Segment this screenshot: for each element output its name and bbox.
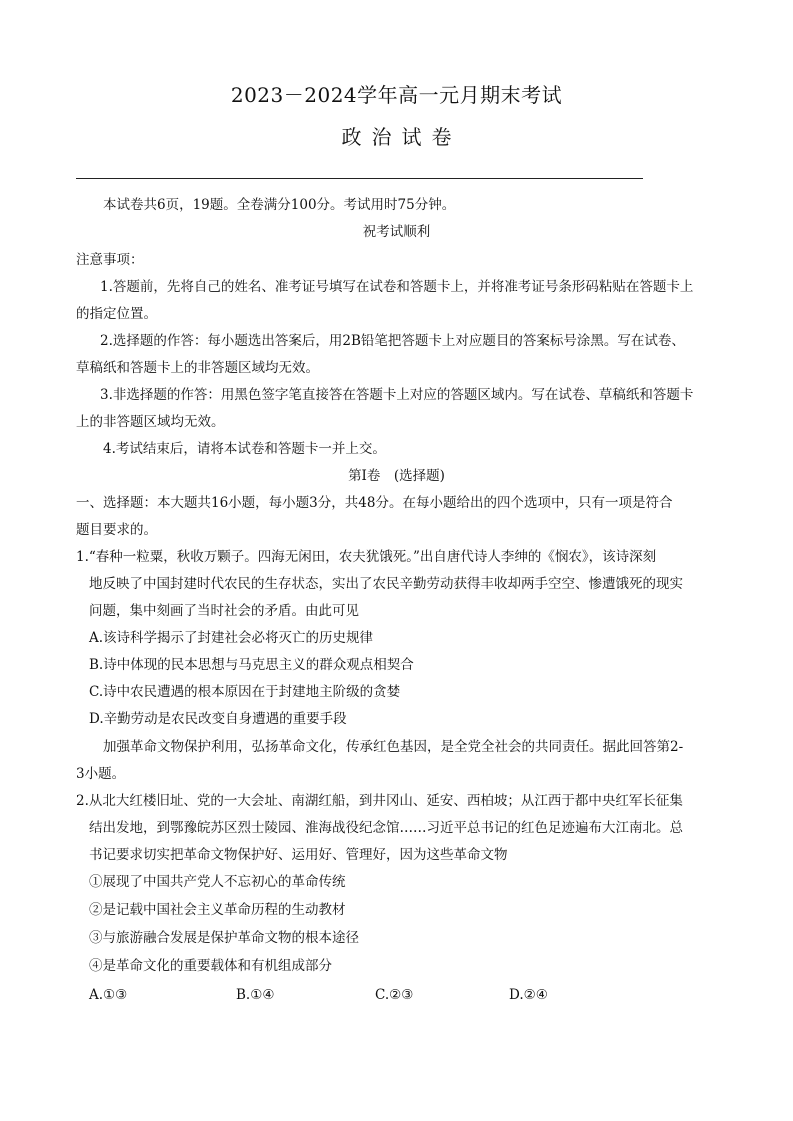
notice-line: 的指定位置。 — [76, 306, 157, 322]
exam-subject-title: 政治试卷 — [341, 125, 462, 149]
question-2-stem: 书记要求切实把革命文物保护好、运用好、管理好，因为这些革命文物 — [89, 847, 508, 863]
question-1-option-b: B.诗中体现的民本思想与马克思主义的群众观点相契合 — [89, 657, 414, 673]
notice-line: 4.考试结束后，请将本试卷和答题卡一并上交。 — [103, 441, 386, 457]
question-2-stem: 2.从北大红楼旧址、党的一大会址、南湖红船，到井冈山、延安、西柏坡；从江西于都中央红军长征集 — [76, 793, 683, 809]
notice-heading: 注意事项： — [76, 252, 144, 268]
notice-line: 草稿纸和答题卡上的非答题区域均无效。 — [76, 360, 319, 376]
question-2-option-d: D.②④ — [509, 987, 548, 1003]
notice-line: 1.答题前，先将自己的姓名、准考证号填写在试卷和答题卡上，并将准考证号条形码粘贴在答题卡上 — [100, 279, 694, 295]
question-2-option-b: B.①④ — [236, 987, 275, 1003]
question-1-option-d: D.辛勤劳动是农民改变自身遭遇的重要手段 — [89, 711, 347, 727]
question-1-option-c: C.诗中农民遭遇的根本原因在于封建地主阶级的贪婪 — [89, 684, 401, 700]
question-2-item: ③与旅游融合发展是保护革命文物的根本途径 — [89, 930, 359, 946]
question-2-option-a: A.①③ — [89, 987, 128, 1003]
exam-title: 2023－2024学年高一元月期末考试 — [230, 83, 563, 107]
section-title: 第Ⅰ卷 (选择题) — [348, 468, 445, 484]
question-1-stem: 1.“春种一粒粟，秋收万颗子。四海无闲田，农夫犹饿死。”出自唐代诗人李绅的《悯农》，该诗深刻 — [76, 549, 657, 565]
question-2-stem: 结出发地，到鄂豫皖苏区烈士陵园、淮海战役纪念馆……习近平总书记的红色足迹遍布大江南北。总 — [89, 820, 683, 836]
material-text: 3小题。 — [76, 766, 126, 782]
section-instructions: 题目要求的。 — [76, 522, 157, 538]
question-1-stem: 地反映了中国封建时代农民的生存状态，实出了农民辛勤劳动获得丰收却两手空空、惨遭饿死的现实 — [89, 576, 683, 592]
header-divider — [76, 178, 643, 179]
question-2-option-c: C.②③ — [375, 987, 414, 1003]
notice-line: 上的非答题区域均无效。 — [76, 414, 225, 430]
question-2-item: ②是记载中国社会主义革命历程的生动教材 — [89, 902, 346, 918]
material-text: 加强革命文物保护利用，弘扬革命文化，传承红色基因，是全党全社会的共同责任。据此回答第2- — [103, 739, 684, 755]
good-luck-text: 祝考试顺利 — [362, 224, 431, 240]
question-2-item: ④是革命文化的重要载体和有机组成部分 — [89, 958, 332, 974]
notice-line: 2.选择题的作答：每小题选出答案后，用2B铅笔把答题卡上对应题目的答案标号涂黑。写在试卷、 — [100, 333, 685, 349]
exam-summary: 本试卷共6页，19题。全卷满分100分。考试用时75分钟。 — [103, 197, 456, 213]
question-2-item: ①展现了中国共产党人不忘初心的革命传统 — [89, 874, 346, 890]
question-1-option-a: A.该诗科学揭示了封建社会必将灭亡的历史规律 — [89, 630, 374, 646]
question-1-stem: 问题，集中刻画了当时社会的矛盾。由此可见 — [89, 603, 359, 619]
section-instructions: 一、选择题：本大题共16小题，每小题3分，共48分。在每小题给出的四个选项中，只有一项是符合 — [76, 495, 673, 511]
notice-line: 3.非选择题的作答：用黑色签字笔直接答在答题卡上对应的答题区域内。写在试卷、草稿纸和答题卡 — [100, 387, 694, 403]
